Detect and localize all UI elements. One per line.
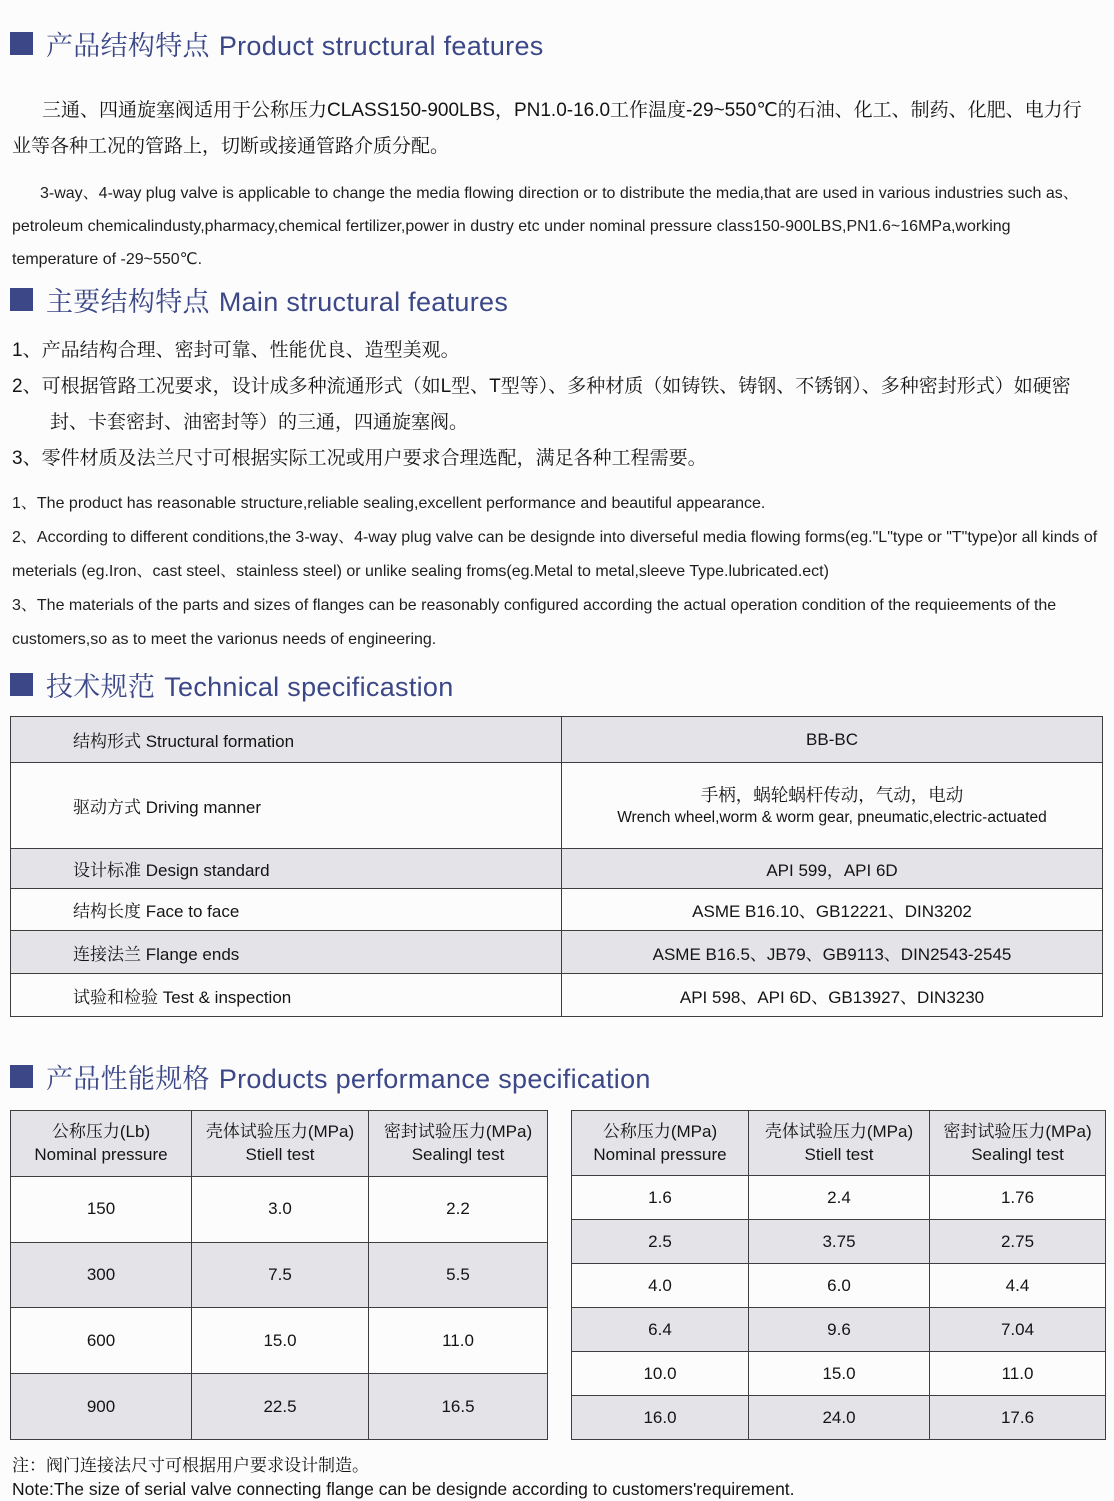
table-cell: 10.0 (572, 1352, 749, 1396)
table-cell: 11.0 (369, 1308, 548, 1374)
performance-table-mpa (571, 1110, 1106, 1440)
table-cell: 2.2 (369, 1176, 548, 1242)
table-cell: 16.0 (572, 1396, 749, 1440)
table-cell: 3.0 (192, 1176, 369, 1242)
tech-spec-row (11, 717, 1103, 763)
footer-note (12, 1454, 1102, 1501)
note-en: Note:The size of serial valve connecting flange can be designde according to customers'requirement. (12, 1479, 795, 1499)
tech-spec-label: 连接法兰 Flange ends (11, 931, 562, 974)
table-header-cell (749, 1111, 930, 1176)
tech-spec-row (11, 974, 1103, 1017)
intro-paragraph-cn: 三通、四通旋塞阀适用于公称压力CLASS150-900LBS，PN1.0-16.0工作温度-29~550℃的石油、化工、制药、化肥、电力行业等各种工况的管路上，切断或接通管路介质分配。 (12, 100, 1082, 157)
table-cell: 22.5 (192, 1374, 369, 1440)
table-cell: 900 (11, 1374, 192, 1440)
feature-list-cn (12, 333, 1100, 477)
table-row (572, 1396, 1106, 1440)
section-title-cn: 产品结构特点 (46, 31, 210, 61)
header-cn: 公称压力(Lb) (51, 1122, 151, 1142)
section-header (10, 665, 1102, 704)
tech-spec-row (11, 763, 1103, 849)
section-header (10, 24, 1102, 63)
section-title-cn: 技术规范 (46, 672, 156, 702)
table-cell: 7.5 (192, 1242, 369, 1308)
table-cell: 7.04 (930, 1308, 1106, 1352)
performance-table-lb (10, 1110, 548, 1440)
header-en: Sealingl test (971, 1145, 1064, 1164)
table-cell: 16.5 (369, 1374, 548, 1440)
tech-spec-value: API 598、API 6D、GB13927、DIN3230 (562, 974, 1103, 1017)
feature-list-en (12, 487, 1100, 657)
tech-spec-row (11, 849, 1103, 889)
table-cell: 5.5 (369, 1242, 548, 1308)
table-row (11, 1242, 548, 1308)
header-en: Sealingl test (411, 1145, 505, 1165)
table-header-cell (369, 1111, 548, 1177)
section-title-cn: 产品性能规格 (46, 1064, 210, 1094)
table-row (11, 1176, 548, 1242)
table-cell: 4.4 (930, 1264, 1106, 1308)
table-cell: 150 (11, 1176, 192, 1242)
table-cell: 6.0 (749, 1264, 930, 1308)
table-cell: 4.0 (572, 1264, 749, 1308)
tech-spec-value: ASME B16.5、JB79、GB9113、DIN2543-2545 (562, 931, 1103, 974)
tech-spec-table (10, 716, 1103, 1017)
section-performance-specification (10, 1057, 1102, 1440)
section-title-en: Main structural features (218, 287, 509, 317)
table-cell: 600 (11, 1308, 192, 1374)
section-bullet-icon (10, 288, 33, 311)
table-header-cell (572, 1111, 749, 1176)
header-cn: 壳体试验压力(MPa) (205, 1122, 355, 1142)
tech-spec-row (11, 889, 1103, 931)
section-title (46, 1057, 651, 1096)
table-header-cell (192, 1111, 369, 1177)
header-cn: 密封试验压力(MPa) (383, 1122, 533, 1142)
table-cell: 3.75 (749, 1220, 930, 1264)
table-header-cell (930, 1111, 1106, 1176)
section-bullet-icon (10, 1065, 33, 1088)
section-header (10, 280, 1102, 319)
table-row (572, 1264, 1106, 1308)
table-row (11, 1308, 548, 1374)
tech-spec-label: 设计标准 Design standard (11, 849, 562, 889)
tech-spec-label: 试验和检验 Test & inspection (11, 974, 562, 1017)
section-header (10, 1057, 1102, 1096)
feature-item-cn: 1、产品结构合理、密封可靠、性能优良、造型美观。 (12, 340, 460, 361)
tech-spec-value: ASME B16.10、GB12221、DIN3202 (562, 889, 1103, 931)
header-en: Stiell test (804, 1145, 874, 1164)
table-cell: 15.0 (749, 1352, 930, 1396)
section-title-en: Technical specificastion (164, 672, 454, 702)
driving-manner-en: Wrench wheel,worm & worm gear, pneumatic,electric-actuated (617, 808, 1047, 826)
table-row (572, 1352, 1106, 1396)
section-title (46, 24, 544, 63)
feature-item-en: 3、The materials of the parts and sizes of flanges can be reasonably configured according the actual operation condition of the requieements of the customers,so as to meet the varionus needs of engineering. (12, 597, 1057, 648)
section-title-en: Product structural features (218, 31, 544, 61)
tech-spec-value: API 599，API 6D (562, 849, 1103, 889)
table-header-row (11, 1111, 548, 1177)
table-cell: 6.4 (572, 1308, 749, 1352)
table-cell: 15.0 (192, 1308, 369, 1374)
feature-item-en: 1、The product has reasonable structure,reliable sealing,excellent performance and beautiful appearance. (12, 495, 766, 512)
header-cn: 公称压力(MPa) (602, 1122, 718, 1141)
table-cell: 1.6 (572, 1176, 749, 1220)
feature-item-cn: 3、零件材质及法兰尺寸可根据实际工况或用户要求合理选配，满足各种工程需要。 (12, 448, 707, 469)
section-title (46, 665, 454, 704)
table-cell: 17.6 (930, 1396, 1106, 1440)
tech-spec-label: 驱动方式 Driving manner (11, 763, 562, 849)
tech-spec-row (11, 931, 1103, 974)
section-main-structural-features (10, 280, 1102, 657)
section-title-en: Products performance specification (218, 1064, 651, 1094)
table-cell: 2.75 (930, 1220, 1106, 1264)
note-cn: 注：阀门连接法尺寸可根据用户要求设计制造。 (12, 1456, 369, 1475)
table-cell: 1.76 (930, 1176, 1106, 1220)
section-bullet-icon (10, 673, 33, 696)
table-header-row (572, 1111, 1106, 1176)
table-row (572, 1220, 1106, 1264)
table-row (11, 1374, 548, 1440)
section-technical-specification (10, 665, 1102, 1017)
tech-spec-value: BB-BC (562, 717, 1103, 763)
feature-item-cn: 2、可根据管路工况要求，设计成多种流通形式（如L型、T型等）、多种材质（如铸铁、铸钢、不锈钢）、多种密封形式）如硬密封、卡套密封、油密封等）的三通，四通旋塞阀。 (12, 376, 1071, 433)
section-title (46, 280, 508, 319)
tech-spec-label: 结构长度 Face to face (11, 889, 562, 931)
header-cn: 壳体试验压力(MPa) (764, 1122, 914, 1141)
header-en: Nominal pressure (593, 1145, 727, 1164)
section-bullet-icon (10, 32, 33, 55)
table-cell: 11.0 (930, 1352, 1106, 1396)
table-cell: 9.6 (749, 1308, 930, 1352)
tech-spec-value (562, 763, 1103, 849)
table-cell: 2.4 (749, 1176, 930, 1220)
section-title-cn: 主要结构特点 (46, 287, 210, 317)
driving-manner-cn: 手柄，蜗轮蜗杆传动，气动，电动 (700, 784, 964, 805)
table-row (572, 1308, 1106, 1352)
table-cell: 300 (11, 1242, 192, 1308)
table-row (572, 1176, 1106, 1220)
table-cell: 2.5 (572, 1220, 749, 1264)
performance-tables (10, 1110, 1102, 1440)
tech-spec-label: 结构形式 Structural formation (11, 717, 562, 763)
header-cn: 密封试验压力(MPa) (943, 1122, 1092, 1141)
header-en: Stiell test (245, 1145, 315, 1165)
header-en: Nominal pressure (34, 1145, 168, 1165)
section-product-structural-features (10, 24, 1102, 276)
intro-paragraph-en: 3-way、4-way plug valve is applicable to change the media flowing direction or to distribute the media,that are used in various industries such as、petroleum chemicalindusty,pharmacy,chemical fertilizer,power in dustry etc under nominal pressure class150-900LBS,PN1.6~16MPa,working temperature of -29~550℃. (12, 185, 1079, 268)
table-header-cell (11, 1111, 192, 1177)
feature-item-en: 2、According to different conditions,the 3-way、4-way plug valve can be designde into diverseful media flowing forms(eg."L"type or "T"type)or all kinds of meterials (eg.Iron、cast steel、stainless steel) or unlike sealing froms(eg.Metal to metal,sleeve Type.lubricated.ect) (12, 529, 1098, 580)
table-cell: 24.0 (749, 1396, 930, 1440)
